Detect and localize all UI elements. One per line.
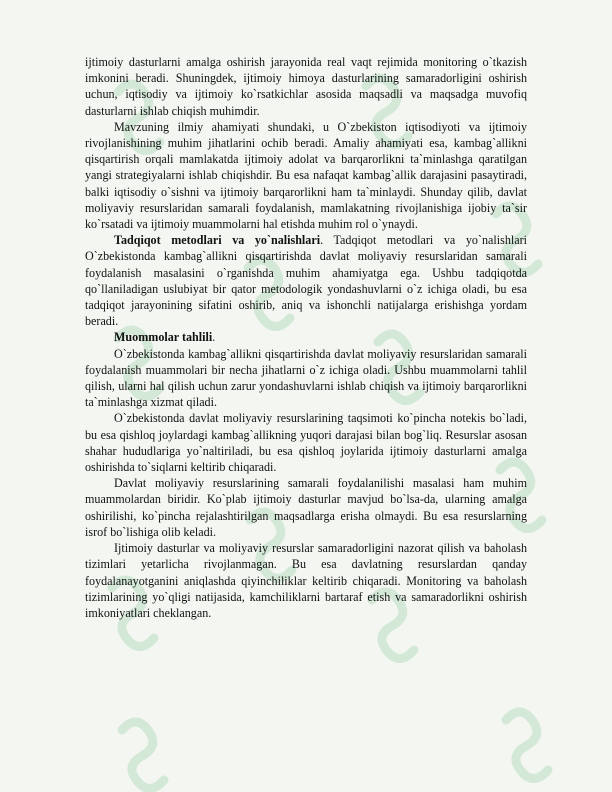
- section-heading: Muommolar tahlili: [114, 330, 213, 345]
- paragraph: [85, 475, 527, 540]
- paragraph-text: O`zbekistonda davlat moliyaviy resurslarining taqsimoti ko`pincha notekis bo`ladi, bu esa qishloq joylardagi kambag`allikning yuqori darajasi bilan bog`liq. Resurslar asosan shahar hududlariga yo`naltiriladi, bu esa qishloq joylarida ijtimoiy dasturlarni amalga oshirishda to`siqlarni keltirib chiqaradi.: [85, 411, 527, 475]
- paragraph-text: O`zbekistonda kambag`allikni qisqartirishda davlat moliyaviy resurslaridan samarali foydalanish muammolari bir necha jihatlarni o`z ichiga oladi. Ushbu muammolarni tahlil qilish, ularni hal qilish uchun zarur yondashuvlarni ishlab chiqish va ijtimoiy barqarorlikni ta`minlashga xizmat qiladi.: [85, 346, 527, 410]
- paragraph-text: Mavzuning ilmiy ahamiyati shundaki, u O`zbekiston iqtisodiyoti va ijtimoiy rivojlanishining muhim jihatlarini ochib beradi. Amaliy ahamiyati esa, kambag`allikni qisqartirish orqali mamlakatda ijtimoiy adolat va barqarorlikni ta`minlashga qaratilgan yangi strategiyalarni ishlab chiqishdir. Bu esa nafaqat kambag`allik darajasini pasaytiradi, balki iqtisodiy o`sishni va ijtimoiy barqarorlikni ham ta`minlaydi. Shunday qilib, davlat moliyaviy resurslaridan samarali foydalanish, mamlakatning rivojlanishiga ijobiy ta`sir ko`rsatadi va ijtimoiy muammolarni hal etishda muhim rol o`ynaydi.: [85, 119, 527, 232]
- watermark-logo-mark: [122, 722, 164, 789]
- paragraph-text: Ijtimoiy dasturlar va moliyaviy resurslar samaradorligini nazorat qilish va baholash tizimlari yetarlicha rivojlanmagan. Bu esa davlatning resurslardan qanday foydalanayotganini aniqlashda qiyinchiliklar keltirib chiqaradi. Monitoring va baholash tizimlarining yo`qligi natijasida, kamchiliklarni bartaraf etish va samaradorlikni oshirish imkoniyatlari cheklangan.: [85, 541, 527, 620]
- paragraph-text: Davlat moliyaviy resurslarining samarali foydalanilishi masalasi ham muhim muammolardan biridir. Ko`plab ijtimoiy dasturlar mavjud bo`lsa-da, ularning amalga oshirilishi, ko`pincha rejalashtirilgan maqsadlarga erisha olmaydi. Bu esa resurslarning isrof bo`lishiga olib keladi.: [85, 476, 527, 539]
- paragraph: [85, 54, 527, 119]
- paragraph-text: ijtimoiy dasturlarni amalga oshirish jarayonida real vaqt rejimida monitoring o`tkazish imkonini beradi. Shuningdek, ijtimoiy himoya dasturlarining samaradorligini oshirish uchun, iqtisodiy va ijtimoiy ko`rsatkichlar asosida maqsadli va maqsadga muvofiq dasturlarni ishlab chiqish muhimdir.: [85, 55, 527, 118]
- paragraph-text: . Tadqiqot metodlari va yo`nalishlari O`zbekistonda kambag`allikni qisqartirishda davlat moliyaviy resurslaridan samarali foydalanish masalasini o`rganishda muhim ahamiyatga ega. Ushbu tadqiqotda qo`llaniladigan uslubiyat bir qator metodologik yondashuvlarni o`z ichiga oladi, bu esa tadqiqot jarayonining sifatini oshirib, aniq va ishonchli natijalarga erishishga yordam beradi.: [85, 233, 527, 329]
- paragraph: [85, 346, 527, 411]
- section-heading: Tadqiqot metodlari va yo`nalishlari: [114, 233, 321, 248]
- paragraph: [85, 119, 527, 232]
- paragraph: [85, 540, 527, 621]
- paragraph: [85, 329, 527, 345]
- watermark-logo-mark: [506, 712, 548, 779]
- paragraph: [85, 232, 527, 329]
- paragraph: [85, 410, 527, 475]
- article-body: [85, 54, 527, 621]
- paragraph-text: .: [212, 330, 216, 345]
